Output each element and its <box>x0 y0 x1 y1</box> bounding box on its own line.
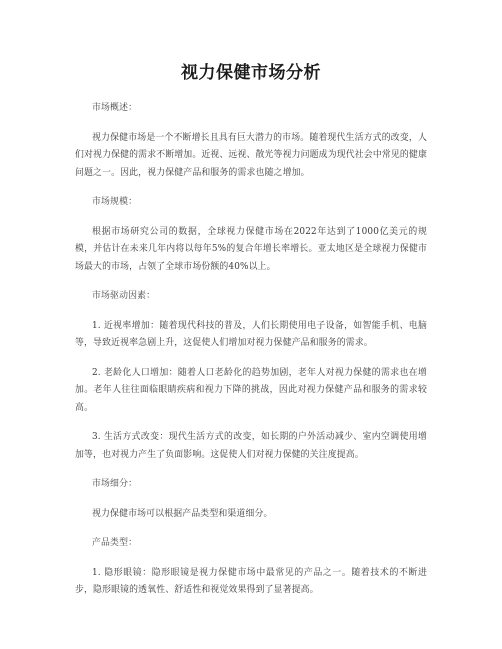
section-heading-market-size: 市场规模： <box>92 197 138 207</box>
section-heading-market-overview: 市场概述： <box>92 103 138 113</box>
paragraph-driver-lifestyle: 3. 生活方式改变：现代生活方式的改变，如长期的户外活动减少、室内空调使用增加等，也对视力产生了负面影响。这促使人们对视力保健的关注度提高。 <box>75 432 427 460</box>
section-heading-market-segmentation: 市场细分： <box>92 479 138 489</box>
paragraph-market-size: 根据市场研究公司的数据，全球视力保健市场在2022年达到了1000亿美元的规模，并估计在未来几年内将以每年5%的复合年增长率增长。亚太地区是全球视力保健市场最大的市场，占领了全球市场份额的40%以上。 <box>75 226 427 272</box>
paragraph-market-overview: 视力保健市场是一个不断增长且具有巨大潜力的市场。随着现代生活方式的改变，人们对视力保健的需求不断增加。近视、远视、散光等视力问题成为现代社会中常见的健康问题之一。因此，视力保健产品和服务的需求也随之增加。 <box>75 132 427 178</box>
section-heading-product-types: 产品类型： <box>92 538 138 548</box>
paragraph-contact-lenses: 1. 隐形眼镜：隐形眼镜是视力保健市场中最常见的产品之一。随着技术的不断进步，隐形眼镜的透氧性、舒适性和视觉效果得到了显著提高。 <box>75 567 427 595</box>
document-body <box>75 100 427 612</box>
paragraph-driver-aging: 2. 老龄化人口增加：随着人口老龄化的趋势加剧，老年人对视力保健的需求也在增加。老年人往往面临眼睛疾病和视力下降的挑战，因此对视力保健产品和服务的需求较高。 <box>75 367 427 413</box>
paragraph-driver-myopia: 1. 近视率增加：随着现代科技的普及，人们长期使用电子设备，如智能手机、电脑等，导致近视率急剧上升，这促使人们增加对视力保健产品和服务的需求。 <box>75 320 427 348</box>
paragraph-market-segmentation: 视力保健市场可以根据产品类型和渠道细分。 <box>92 508 273 519</box>
section-heading-market-drivers: 市场驱动因素： <box>92 291 156 301</box>
document-title: 视力保健市场分析 <box>181 63 321 83</box>
